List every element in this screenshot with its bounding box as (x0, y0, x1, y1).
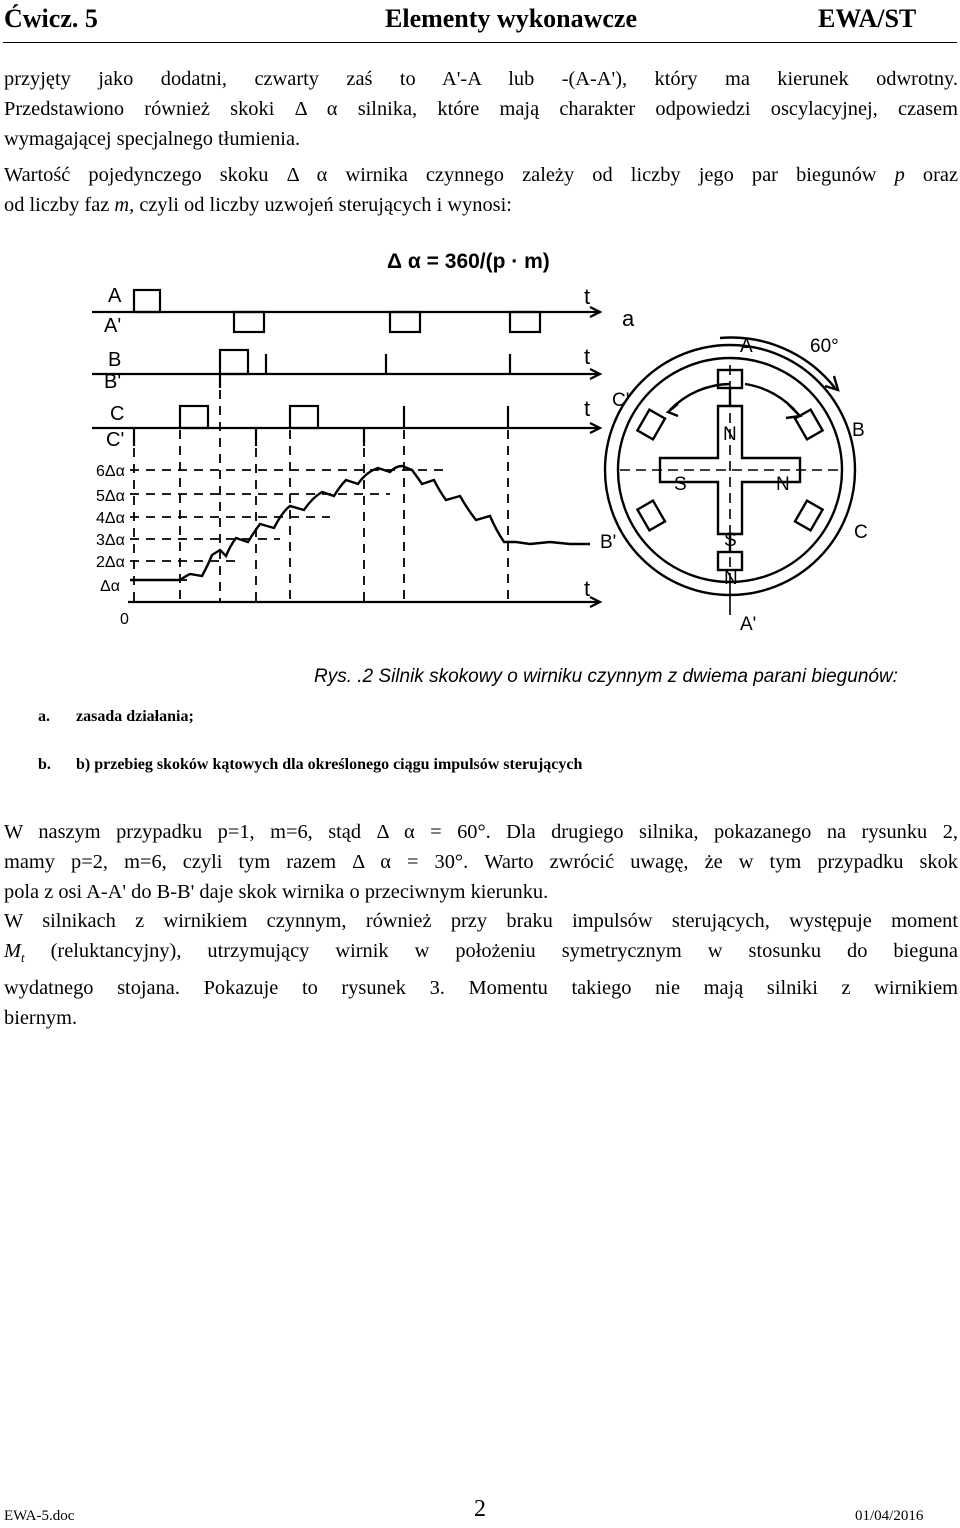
step-response-curve (130, 466, 590, 580)
paragraph-line: pola z osi A-A' do B-B' daje skok wirnika o przeciwnym kierunku. (4, 881, 549, 903)
paragraph-line: biernym. (4, 1007, 78, 1030)
phase-label-a: A (108, 285, 122, 307)
footer-date: 01/04/2016 (855, 1508, 924, 1524)
stator-n: N (724, 568, 738, 589)
paragraph-line: wymagającej specjalnego tłumienia. (4, 128, 301, 150)
stepper-motor-figure (90, 280, 870, 640)
motor-label-a: A (740, 336, 753, 357)
figure-caption: Rys. .2 Silnik skokowy o wirniku czynnym z dwiema parani biegunów: (314, 666, 898, 687)
caption-item-b: b. b) przebieg skoków kątowych dla określonego ciągu impulsów sterujących (38, 756, 583, 773)
paragraph-4 (4, 906, 958, 1033)
paragraph-line: Wartość pojedynczego skoku Δ α wirnika czynnego zależy od liczby jego par biegunów p oraz (4, 164, 959, 186)
pulse-b (220, 350, 248, 374)
paragraph-line: W silnikach z wirnikiem czynnym, również przy braku impulsów sterujących, występuje moment (4, 910, 958, 932)
step-label-4: 4Δα (96, 510, 125, 527)
motor-label-a-prime: A' (740, 614, 757, 635)
pulse-a-prime (390, 312, 420, 332)
angle-label: 60° (810, 336, 839, 357)
t-label: t (584, 576, 591, 601)
t-label: t (584, 284, 591, 309)
header-title: Elementy wykonawcze (385, 4, 638, 33)
page-number: 2 (474, 1496, 486, 1522)
paragraph-2 (4, 160, 958, 220)
paragraph-line: $M_t$ (reluktancyjny), utrzymujący wirnik w położeniu symetrycznym w stosunku do bieguna (4, 940, 958, 966)
paragraph-3 (4, 817, 958, 907)
step-formula: Δ α = 360/(p · m) (387, 250, 550, 273)
motor-label-b-prime: B' (600, 532, 617, 553)
paragraph-line: mamy p=2, m=6, czyli tym razem Δ α = 30°. Warto zwrócić uwagę, że w tym przypadku skok (4, 851, 958, 873)
paragraph-line: W naszym przypadku p=1, m=6, stąd Δ α = 60°. Dla drugiego silnika, pokazanego na rysunku 2, (4, 821, 958, 843)
paragraph-line: Przedstawiono również skoki Δ α silnika, które mają charakter odpowiedzi oscylacyjnej, czasem (4, 98, 958, 120)
rotor-n-right: N (776, 474, 790, 495)
step-label-2: 2Δα (96, 554, 125, 571)
paragraph-line: przyjęty jako dodatni, czwarty zaś to A'-A lub -(A-A'), który ma kierunek odwrotny. (4, 68, 958, 90)
motor-label-b: B (852, 420, 865, 441)
pulse-c (180, 406, 208, 428)
step-label-1: Δα (100, 578, 120, 595)
header-rule (3, 42, 957, 43)
phase-label-c: C (110, 403, 125, 425)
phase-label-b: B (108, 349, 122, 371)
motor-label-c: C (854, 522, 868, 543)
rotor-s-left: S (674, 474, 687, 495)
footer-filename: EWA-5.doc (4, 1508, 75, 1524)
step-label-5: 5Δα (96, 488, 125, 505)
paragraph-line: od liczby faz m, czyli od liczby uzwojeń sterujących i wynosi: (4, 194, 512, 216)
phase-label-c-prime: C' (106, 429, 125, 451)
t-label: t (584, 396, 591, 421)
rotor-n-top: N (723, 424, 737, 445)
paragraph-line: wydatnego stojana. Pokazuje to rysunek 3. Momentu takiego nie mają silniki z wirnikiem (4, 977, 958, 1000)
pulse-c (290, 406, 318, 428)
pulse-a-prime (510, 312, 540, 332)
motor-label-c-prime: C' (612, 390, 630, 411)
phase-label-a-prime: A' (104, 315, 122, 337)
step-label-3: 3Δα (96, 532, 125, 549)
caption-item-a: a. zasada działania; (38, 708, 194, 725)
pulse-a-prime (234, 312, 264, 332)
panel-label: a (622, 306, 635, 331)
paragraph-1 (4, 64, 958, 154)
step-label-0: 0 (120, 611, 129, 628)
pulse-a (134, 290, 160, 312)
step-label-6: 6Δα (96, 463, 125, 480)
header-code: EWA/ST (818, 4, 917, 33)
phase-label-b-prime: B' (104, 371, 122, 393)
rotor-s-bottom: S (724, 530, 737, 551)
t-label: t (584, 344, 591, 369)
header-chapter: Ćwicz. 5 (4, 4, 98, 33)
